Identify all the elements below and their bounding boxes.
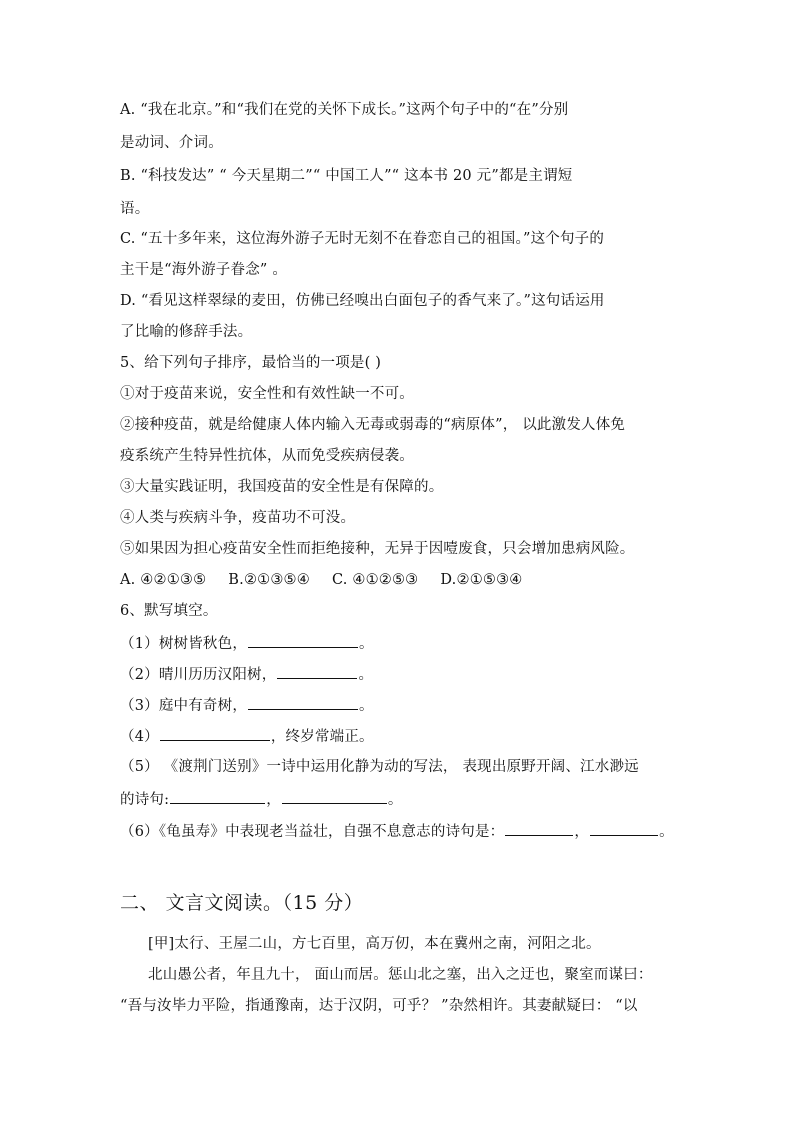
fill-blank[interactable]	[248, 633, 358, 648]
q6-item-3: （3）庭中有奇树， 。	[120, 695, 680, 716]
q5-option-d: D.②①⑤③④	[440, 572, 523, 588]
q6-item-5-line1: （5） 《渡荆门送别》一诗中运用化静为动的写法， 表现出原野开阔、江水渺远	[120, 759, 639, 775]
q5-sentence-4: ④人类与疾病斗争，疫苗功不可没。	[120, 510, 356, 526]
fill-blank[interactable]	[277, 664, 357, 679]
q5-option-c: C. ④①②⑤③	[331, 572, 419, 588]
section-2-heading: 二、 文言文阅读。（15 分）	[120, 892, 364, 914]
fill-blank[interactable]	[282, 789, 387, 804]
q4-option-b-line2: 语。	[120, 201, 150, 217]
fill-blank[interactable]	[248, 695, 358, 710]
q4-option-a-line1: A. “我在北京。”和“我们在党的关怀下成长。”这两个句子中的“在”分别	[120, 102, 569, 118]
classical-text-para-2-line1: 北山愚公者，年且九十， 面山而居。惩山北之塞，出入之迂也，聚室而谋曰：	[148, 967, 653, 983]
q5-option-a: A. ④②①③⑤	[120, 572, 207, 588]
q6-item-4: （4） ，终岁常端正。	[120, 726, 680, 747]
q5-sentence-3: ③大量实践证明，我国疫苗的安全性是有保障的。	[120, 479, 444, 495]
q4-option-a-line2: 是动词、介词。	[120, 135, 223, 151]
q4-option-d-line2: 了比喻的修辞手法。	[120, 324, 253, 340]
q5-sentence-5: ⑤如果因为担心疫苗安全性而拒绝接种，无异于因噎废食，只会增加患病风险。	[120, 541, 635, 557]
q6-item-6: （6）《龟虽寿》中表现老当益壮，自强不息意志的诗句是： ， 。	[120, 821, 680, 842]
q4-option-c-line2: 主干是“海外游子眷念” 。	[120, 262, 288, 278]
q6-item-2: （2）晴川历历汉阳树， 。	[120, 664, 680, 685]
q5-option-b: B.②①③⑤④	[228, 572, 310, 588]
q4-option-c-line1: C. “五十多年来，这位海外游子无时无刻不在眷恋自己的祖国。”这个句子的	[120, 231, 605, 247]
q5-sentence-2-line1: ②接种疫苗，就是给健康人体内输入无毒或弱毒的“病原体”， 以此激发人体免	[120, 417, 626, 433]
q4-option-d-line1: D. “看见这样翠绿的麦田，仿佛已经嗅出白面包子的香气来了。”这句话运用	[120, 293, 605, 309]
fill-blank[interactable]	[170, 789, 265, 804]
q6-stem: 6、默写填空。	[120, 603, 218, 619]
q6-item-5-line2: 的诗句: ， 。	[120, 789, 680, 810]
q5-stem: 5、给下列句子排序，最恰当的一项是( )	[120, 355, 382, 371]
q5-sentence-1: ①对于疫苗来说，安全性和有效性缺一不可。	[120, 386, 414, 402]
classical-text-para-1: [甲]太行、王屋二山，方七百里，高万仞，本在冀州之南，河阳之北。	[148, 936, 601, 952]
q5-options	[120, 570, 680, 590]
fill-blank[interactable]	[505, 821, 573, 836]
fill-blank[interactable]	[160, 726, 270, 741]
q4-option-b-line1: B. “科技发达” “ 今天星期二”“ 中国工人”“ 这本书 20 元”都是主谓短	[120, 168, 573, 184]
q6-item-1: （1）树树皆秋色， 。	[120, 633, 680, 654]
q5-sentence-2-line2: 疫系统产生特异性抗体，从而免受疾病侵袭。	[120, 448, 414, 464]
classical-text-para-2-line2: “吾与汝毕力平险，指通豫南，达于汉阴，可乎？ ”杂然相许。其妻献疑曰： “以	[120, 998, 638, 1014]
fill-blank[interactable]	[590, 821, 658, 836]
